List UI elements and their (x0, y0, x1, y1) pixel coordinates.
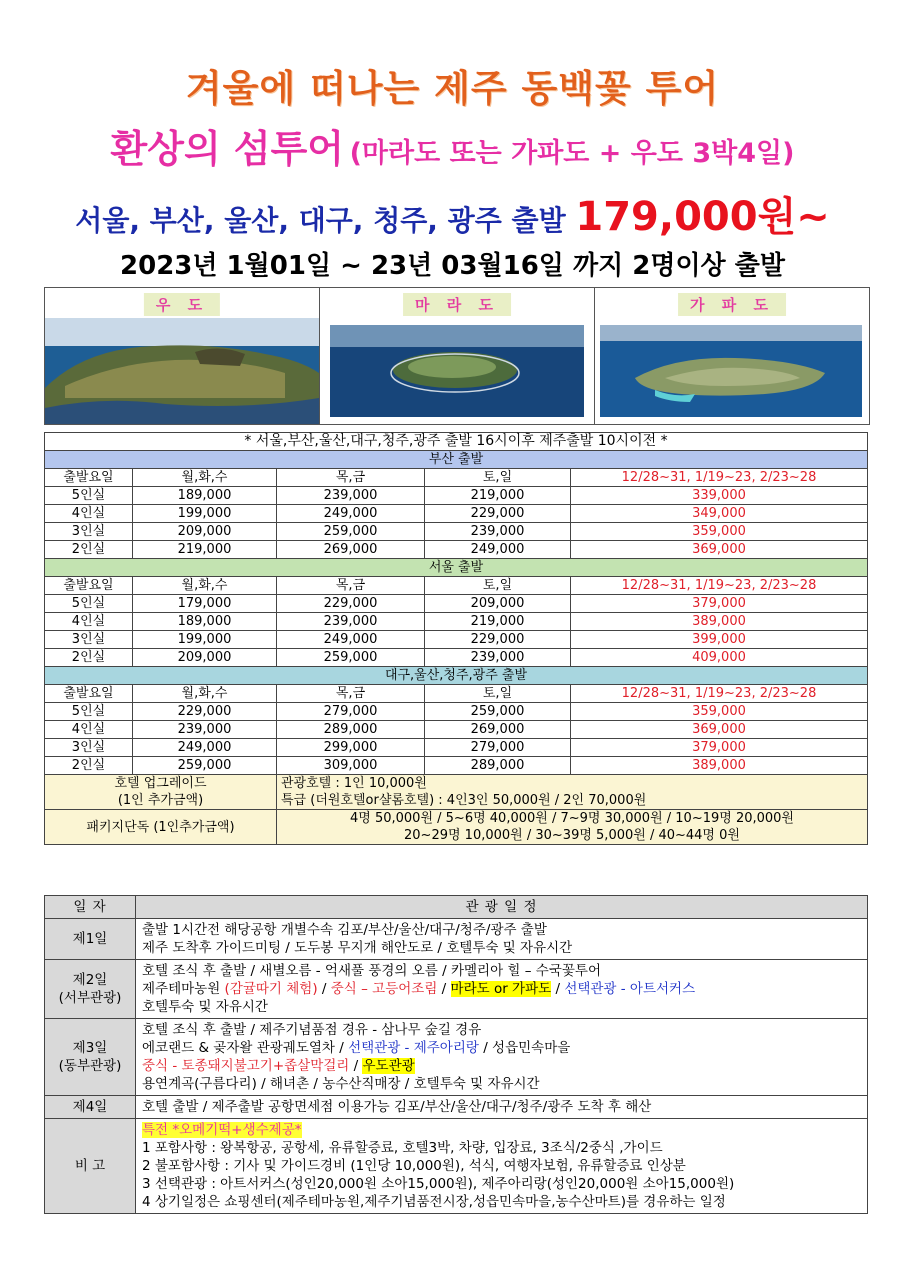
day-plan (136, 960, 868, 1019)
price-cell: 289,000 (425, 757, 571, 775)
table-row (45, 595, 868, 613)
photo-label: 우 도 (144, 293, 220, 316)
col-header: 목,금 (277, 469, 425, 487)
plan-line: 제주 도착후 가이드미팅 / 도두봉 무지개 해안도로 / 호텔투숙 및 자유시간 (142, 940, 573, 956)
note-line: 2 불포함사항 : 기사 및 가이드경비 (1인당 10,000원), 석식, 여행자보험, 유류할증료 인상분 (142, 1158, 686, 1174)
table-row (45, 631, 868, 649)
price-cell: 259,000 (133, 757, 277, 775)
price-cell: 309,000 (277, 757, 425, 775)
plan-line: 호텔 조식 후 출발 / 새별오름 - 억새풀 풍경의 오름 / 카멜리아 힐 – 수국꽃투어 (142, 963, 601, 979)
price-cell: 189,000 (133, 487, 277, 505)
price-cell: 259,000 (277, 523, 425, 541)
plan-line: 호텔투숙 및 자유시간 (142, 999, 268, 1015)
price-cell: 229,000 (133, 703, 277, 721)
col-header: 월,화,수 (133, 685, 277, 703)
day-label (45, 960, 136, 1019)
schedule-table (44, 895, 868, 1214)
photo-marado (320, 288, 595, 424)
plan-text: / (317, 981, 331, 997)
schedule-day-4 (45, 1096, 868, 1119)
table-row (45, 721, 868, 739)
price-cell: 249,000 (277, 631, 425, 649)
section-title: 대구,울산,청주,광주 출발 (45, 667, 868, 685)
table-row (45, 613, 868, 631)
room-type: 3인실 (45, 631, 133, 649)
peak-price-cell: 379,000 (571, 739, 868, 757)
note-line: 3 선택관광 : 아트서커스(성인20,000원 소아15,000원), 제주아리랑(성인20,000원 소아15,000원) (142, 1176, 735, 1192)
gapado-island-photo (595, 318, 869, 424)
plan-line: 호텔 조식 후 출발 / 제주기념품점 경유 - 삼나무 숲길 경유 (142, 1022, 482, 1038)
price-cell: 219,000 (133, 541, 277, 559)
plan-line (142, 980, 861, 998)
peak-price-cell: 379,000 (571, 595, 868, 613)
price-cell: 199,000 (133, 631, 277, 649)
departure-cities: 서울, 부산, 울산, 대구, 청주, 광주 출발 (75, 204, 566, 237)
room-type: 3인실 (45, 523, 133, 541)
hotel-upgrade-label-2: (1인 추가금액) (117, 793, 204, 808)
hotel-upgrade-line-2: 특급 (더원호텔or샬롬호텔) : 4인3인 50,000원 / 2인 70,000원 (281, 793, 647, 808)
package-line-2: 20~29명 10,000원 / 30~39명 5,000원 / 40~44명 0원 (404, 828, 740, 843)
price-cell: 229,000 (277, 595, 425, 613)
day-label-text: 제3일 (72, 1040, 108, 1056)
table-row (45, 649, 868, 667)
room-type: 5인실 (45, 703, 133, 721)
col-header: 12/28~31, 1/19~23, 2/23~28 (571, 685, 868, 703)
price-cell: 219,000 (425, 487, 571, 505)
price-cell: 259,000 (425, 703, 571, 721)
price-cell: 279,000 (277, 703, 425, 721)
schedule-notes (45, 1119, 868, 1214)
lunch-highlight: 중식 – 고등어조림 (330, 981, 438, 997)
photo-gapado (595, 288, 869, 424)
photo-udo (45, 288, 320, 424)
island-photos (44, 287, 870, 425)
plan-line (142, 1039, 861, 1057)
table-row (45, 541, 868, 559)
plan-text: 제주테마농원 (142, 981, 225, 997)
col-header: 월,화,수 (133, 469, 277, 487)
day-label-sub: (서부관광) (58, 990, 122, 1006)
price-table (44, 432, 868, 845)
table-row (45, 757, 868, 775)
optional-tour: 선택관광 - 아트서커스 (564, 981, 696, 997)
table-row (45, 739, 868, 757)
plan-text: / (437, 981, 451, 997)
notes-label: 비 고 (45, 1119, 136, 1214)
room-type: 4인실 (45, 613, 133, 631)
day-label (45, 1019, 136, 1096)
optional-tour: 선택관광 - 제주아리랑 (348, 1040, 479, 1056)
price-cell: 209,000 (133, 649, 277, 667)
price-cell: 209,000 (133, 523, 277, 541)
day-plan (136, 919, 868, 960)
day-plan (136, 1019, 868, 1096)
special-offer: 특전 *오메기떡+생수제공* (142, 1122, 302, 1138)
hotel-upgrade-detail (277, 775, 868, 810)
plan-highlight: (감귤따기 체험) (224, 981, 318, 997)
note-line: 1 포함사항 : 왕복항공, 공항세, 유류할증료, 호텔3박, 차량, 입장료, 3조식/2중식 ,가이드 (142, 1140, 663, 1156)
table-header-row (45, 685, 868, 703)
plan-text: / (551, 981, 565, 997)
peak-price-cell: 369,000 (571, 541, 868, 559)
day-plan: 호텔 출발 / 제주출발 공항면세점 이용가능 김포/부산/울산/대구/청주/광주 도착 후 해산 (136, 1096, 868, 1119)
col-header: 출발요일 (45, 469, 133, 487)
room-type: 5인실 (45, 595, 133, 613)
table-row (45, 523, 868, 541)
subtitle-main: 환상의 섬투어 (110, 127, 345, 171)
day-label-text: 제2일 (72, 972, 108, 988)
photo-label: 가 파 도 (678, 293, 786, 316)
price-cell: 259,000 (277, 649, 425, 667)
page-title: 겨울에 떠나는 제주 동백꽃 투어 (185, 67, 720, 110)
col-header: 출발요일 (45, 577, 133, 595)
hotel-upgrade-line-1: 관광호텔 : 1인 10,000원 (281, 776, 427, 791)
col-header: 토,일 (425, 469, 571, 487)
schedule-day-2 (45, 960, 868, 1019)
room-type: 3인실 (45, 739, 133, 757)
plan-line: 출발 1시간전 해당공항 개별수속 김포/부산/울산/대구/청주/광주 출발 (142, 922, 547, 938)
plan-line (142, 1121, 861, 1139)
plan-line: 용연계곡(구름다리) / 해녀촌 / 농수산직매장 / 호텔투숙 및 자유시간 (142, 1076, 540, 1092)
peak-price-cell: 359,000 (571, 523, 868, 541)
price-cell: 219,000 (425, 613, 571, 631)
room-type: 2인실 (45, 541, 133, 559)
table-header-row (45, 469, 868, 487)
schedule-header (45, 896, 868, 919)
price-cell: 299,000 (277, 739, 425, 757)
col-header: 목,금 (277, 685, 425, 703)
price-cell: 239,000 (425, 649, 571, 667)
price-cell: 269,000 (425, 721, 571, 739)
island-highlight: 마라도 or 가파도 (450, 981, 552, 997)
peak-price-cell: 369,000 (571, 721, 868, 739)
room-type: 4인실 (45, 721, 133, 739)
table-row (45, 487, 868, 505)
starting-price: 179,000원~ (575, 194, 830, 240)
col-day-header: 일 자 (45, 896, 136, 919)
price-cell: 269,000 (277, 541, 425, 559)
table-row (45, 505, 868, 523)
peak-price-cell: 389,000 (571, 613, 868, 631)
day-label-sub: (동부관광) (58, 1058, 122, 1074)
price-cell: 199,000 (133, 505, 277, 523)
peak-price-cell: 409,000 (571, 649, 868, 667)
subtitle-sub: (마라도 또는 가파도 + 우도 3박4일) (349, 138, 795, 169)
day-label: 제4일 (45, 1096, 136, 1119)
price-cell: 239,000 (133, 721, 277, 739)
day-label: 제1일 (45, 919, 136, 960)
section-title: 부산 출발 (45, 451, 868, 469)
price-cell: 229,000 (425, 631, 571, 649)
table-header-row (45, 577, 868, 595)
room-type: 2인실 (45, 649, 133, 667)
lunch-highlight: 중식 - 토종돼지불고기+좁살막걸리 (142, 1058, 350, 1074)
price-cell: 249,000 (277, 505, 425, 523)
marado-island-photo (320, 318, 594, 424)
plan-text: / (349, 1058, 363, 1074)
price-cell: 279,000 (425, 739, 571, 757)
room-type: 2인실 (45, 757, 133, 775)
page-subtitle (0, 118, 905, 173)
price-cell: 249,000 (425, 541, 571, 559)
plan-text: / 성읍민속마을 (478, 1040, 571, 1056)
package-label: 패키지단독 (1인추가금액) (45, 810, 277, 845)
peak-price-cell: 349,000 (571, 505, 868, 523)
price-cell: 229,000 (425, 505, 571, 523)
price-cell: 239,000 (277, 487, 425, 505)
departure-notice: * 서울,부산,울산,대구,청주,광주 출발 16시이후 제주출발 10시이전 * (45, 433, 868, 451)
col-header: 월,화,수 (133, 577, 277, 595)
price-cell: 179,000 (133, 595, 277, 613)
section-title: 서울 출발 (45, 559, 868, 577)
schedule-day-3 (45, 1019, 868, 1096)
room-type: 4인실 (45, 505, 133, 523)
hotel-upgrade-label (45, 775, 277, 810)
col-header: 12/28~31, 1/19~23, 2/23~28 (571, 469, 868, 487)
package-detail (277, 810, 868, 845)
price-cell: 209,000 (425, 595, 571, 613)
departure-line (0, 185, 905, 242)
price-cell: 189,000 (133, 613, 277, 631)
note-line: 4 상기일정은 쇼핑센터(제주테마농원,제주기념품전시장,성읍민속마을,농수산마트)를 경유하는 일정 (142, 1194, 726, 1210)
col-plan-header: 관 광 일 정 (136, 896, 868, 919)
table-row (45, 703, 868, 721)
room-type: 5인실 (45, 487, 133, 505)
col-header: 출발요일 (45, 685, 133, 703)
notes-content (136, 1119, 868, 1214)
package-line-1: 4명 50,000원 / 5~6명 40,000원 / 7~9명 30,000원 / 10~19명 20,000원 (350, 811, 794, 826)
peak-price-cell: 359,000 (571, 703, 868, 721)
hotel-upgrade-row (45, 775, 868, 810)
price-cell: 239,000 (425, 523, 571, 541)
island-highlight: 우도관광 (362, 1058, 415, 1074)
col-header: 토,일 (425, 685, 571, 703)
schedule-day-1 (45, 919, 868, 960)
package-row (45, 810, 868, 845)
tour-period: 2023년 1월01일 ~ 23년 03월16일 까지 2명이상 출발 (120, 251, 785, 281)
col-header: 목,금 (277, 577, 425, 595)
peak-price-cell: 399,000 (571, 631, 868, 649)
col-header: 토,일 (425, 577, 571, 595)
col-header: 12/28~31, 1/19~23, 2/23~28 (571, 577, 868, 595)
hotel-upgrade-label-1: 호텔 업그레이드 (114, 776, 207, 791)
price-cell: 239,000 (277, 613, 425, 631)
photo-label: 마 라 도 (403, 293, 511, 316)
plan-text: 에코랜드 & 곶자왈 관광궤도열차 / (142, 1040, 349, 1056)
plan-line (142, 1057, 861, 1075)
peak-price-cell: 339,000 (571, 487, 868, 505)
peak-price-cell: 389,000 (571, 757, 868, 775)
price-cell: 289,000 (277, 721, 425, 739)
udo-island-photo (45, 318, 319, 424)
price-cell: 249,000 (133, 739, 277, 757)
